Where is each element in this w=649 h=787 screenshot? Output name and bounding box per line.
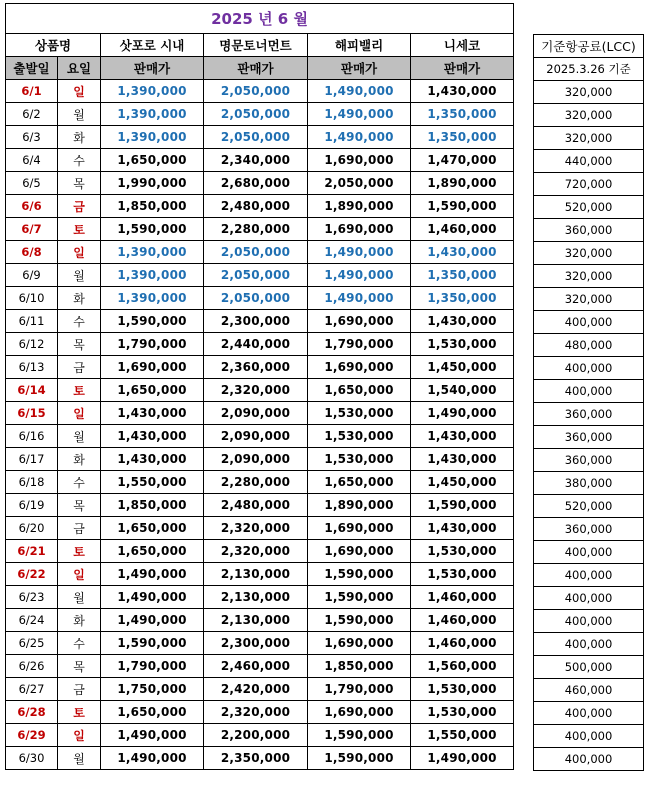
price-cell-niseko: 1,460,000 [411, 632, 514, 655]
table-row [6, 494, 514, 517]
table-row [6, 218, 514, 241]
price-cell-niseko: 1,530,000 [411, 540, 514, 563]
lcc-row [534, 449, 644, 472]
departure-date: 6/8 [6, 241, 58, 264]
price-cell-niseko: 1,530,000 [411, 678, 514, 701]
table-row [6, 701, 514, 724]
departure-date: 6/22 [6, 563, 58, 586]
table-row [6, 126, 514, 149]
price-cell-happy-valley: 1,490,000 [308, 241, 411, 264]
table-row [6, 563, 514, 586]
price-cell-happy-valley: 1,690,000 [308, 149, 411, 172]
lcc-fare-cell: 320,000 [534, 288, 644, 311]
price-cell-tournament: 2,130,000 [204, 609, 308, 632]
price-cell-sapporo: 1,850,000 [101, 494, 204, 517]
lcc-fare-cell: 400,000 [534, 380, 644, 403]
lcc-fare-table [533, 34, 644, 771]
price-cell-happy-valley: 1,530,000 [308, 425, 411, 448]
price-cell-tournament: 2,340,000 [204, 149, 308, 172]
price-cell-tournament: 2,200,000 [204, 724, 308, 747]
price-cell-happy-valley: 1,590,000 [308, 586, 411, 609]
price-cell-tournament: 2,050,000 [204, 241, 308, 264]
price-cell-happy-valley: 1,490,000 [308, 103, 411, 126]
price-cell-sapporo: 1,650,000 [101, 540, 204, 563]
price-cell-niseko: 1,450,000 [411, 356, 514, 379]
weekday: 일 [58, 402, 101, 425]
weekday: 목 [58, 172, 101, 195]
price-cell-tournament: 2,440,000 [204, 333, 308, 356]
lcc-row [534, 748, 644, 771]
price-cell-sapporo: 1,790,000 [101, 333, 204, 356]
price-table [5, 3, 514, 770]
weekday: 수 [58, 471, 101, 494]
price-cell-happy-valley: 1,590,000 [308, 724, 411, 747]
lcc-fare-cell: 400,000 [534, 725, 644, 748]
price-cell-tournament: 2,480,000 [204, 195, 308, 218]
lcc-row [534, 81, 644, 104]
lcc-row [534, 265, 644, 288]
price-cell-happy-valley: 1,490,000 [308, 287, 411, 310]
lcc-fare-cell: 320,000 [534, 265, 644, 288]
table-row [6, 448, 514, 471]
departure-date: 6/20 [6, 517, 58, 540]
lcc-row [534, 564, 644, 587]
price-cell-tournament: 2,050,000 [204, 287, 308, 310]
lcc-row [534, 334, 644, 357]
departure-date: 6/24 [6, 609, 58, 632]
lcc-row [534, 150, 644, 173]
price-cell-sapporo: 1,390,000 [101, 103, 204, 126]
price-cell-tournament: 2,130,000 [204, 586, 308, 609]
weekday: 월 [58, 103, 101, 126]
price-cell-happy-valley: 1,790,000 [308, 678, 411, 701]
lcc-fare-cell: 400,000 [534, 541, 644, 564]
lcc-fare-cell: 400,000 [534, 311, 644, 334]
lcc-row [534, 725, 644, 748]
departure-date: 6/10 [6, 287, 58, 310]
departure-date: 6/16 [6, 425, 58, 448]
price-cell-happy-valley: 1,690,000 [308, 517, 411, 540]
price-cell-tournament: 2,090,000 [204, 402, 308, 425]
price-cell-tournament: 2,320,000 [204, 701, 308, 724]
weekday: 목 [58, 655, 101, 678]
price-cell-sapporo: 1,390,000 [101, 126, 204, 149]
price-cell-happy-valley: 1,490,000 [308, 126, 411, 149]
table-row [6, 517, 514, 540]
table-row [6, 333, 514, 356]
lcc-row [534, 288, 644, 311]
price-cell-niseko: 1,450,000 [411, 471, 514, 494]
lcc-row [534, 104, 644, 127]
departure-date: 6/17 [6, 448, 58, 471]
weekday: 일 [58, 563, 101, 586]
price-cell-happy-valley: 1,650,000 [308, 471, 411, 494]
lcc-row [534, 173, 644, 196]
departure-date: 6/5 [6, 172, 58, 195]
table-row [6, 103, 514, 126]
price-cell-tournament: 2,090,000 [204, 425, 308, 448]
departure-date: 6/7 [6, 218, 58, 241]
product-name-header: 상품명 [6, 34, 101, 57]
lcc-fare-cell: 360,000 [534, 518, 644, 541]
lcc-fare-cell: 360,000 [534, 426, 644, 449]
price-cell-tournament: 2,320,000 [204, 540, 308, 563]
weekday: 화 [58, 126, 101, 149]
price-cell-niseko: 1,530,000 [411, 333, 514, 356]
departure-date: 6/4 [6, 149, 58, 172]
lcc-row [534, 196, 644, 219]
price-cell-sapporo: 1,430,000 [101, 448, 204, 471]
weekday: 토 [58, 379, 101, 402]
departure-date: 6/2 [6, 103, 58, 126]
product-header-happy-valley: 해피밸리 [308, 34, 411, 57]
table-row [6, 264, 514, 287]
price-cell-niseko: 1,530,000 [411, 563, 514, 586]
price-cell-tournament: 2,050,000 [204, 126, 308, 149]
price-cell-happy-valley: 1,790,000 [308, 333, 411, 356]
price-cell-niseko: 1,460,000 [411, 609, 514, 632]
lcc-row [534, 426, 644, 449]
price-cell-sapporo: 1,790,000 [101, 655, 204, 678]
lcc-row [534, 541, 644, 564]
lcc-fare-cell: 320,000 [534, 104, 644, 127]
lcc-row [534, 242, 644, 265]
price-cell-tournament: 2,420,000 [204, 678, 308, 701]
price-cell-niseko: 1,460,000 [411, 586, 514, 609]
price-cell-sapporo: 1,390,000 [101, 287, 204, 310]
lcc-fare-cell: 520,000 [534, 196, 644, 219]
table-row [6, 379, 514, 402]
lcc-row [534, 679, 644, 702]
price-cell-happy-valley: 2,050,000 [308, 172, 411, 195]
departure-date: 6/23 [6, 586, 58, 609]
price-cell-niseko: 1,490,000 [411, 402, 514, 425]
price-cell-happy-valley: 1,690,000 [308, 701, 411, 724]
weekday: 금 [58, 517, 101, 540]
lcc-row [534, 702, 644, 725]
lcc-fare-cell: 500,000 [534, 656, 644, 679]
lcc-fare-cell: 400,000 [534, 564, 644, 587]
departure-date: 6/25 [6, 632, 58, 655]
lcc-fare-cell: 400,000 [534, 633, 644, 656]
price-cell-sapporo: 1,490,000 [101, 563, 204, 586]
departure-date: 6/14 [6, 379, 58, 402]
table-row [6, 402, 514, 425]
weekday: 일 [58, 241, 101, 264]
price-cell-sapporo: 1,490,000 [101, 586, 204, 609]
price-cell-niseko: 1,590,000 [411, 494, 514, 517]
table-row [6, 747, 514, 770]
price-cell-niseko: 1,560,000 [411, 655, 514, 678]
price-cell-tournament: 2,320,000 [204, 379, 308, 402]
price-cell-niseko: 1,430,000 [411, 241, 514, 264]
price-cell-niseko: 1,430,000 [411, 448, 514, 471]
weekday: 목 [58, 494, 101, 517]
price-cell-niseko: 1,550,000 [411, 724, 514, 747]
price-cell-niseko: 1,470,000 [411, 149, 514, 172]
product-header-sapporo: 삿포로 시내 [101, 34, 204, 57]
departure-date: 6/6 [6, 195, 58, 218]
weekday: 수 [58, 632, 101, 655]
departure-date: 6/9 [6, 264, 58, 287]
table-row [6, 356, 514, 379]
lcc-fare-cell: 320,000 [534, 127, 644, 150]
lcc-row [534, 495, 644, 518]
price-cell-sapporo: 1,750,000 [101, 678, 204, 701]
price-cell-niseko: 1,430,000 [411, 80, 514, 103]
departure-date: 6/28 [6, 701, 58, 724]
lcc-row [534, 311, 644, 334]
price-cell-happy-valley: 1,890,000 [308, 195, 411, 218]
page-title: 2025 년 6 월 [6, 4, 514, 34]
departure-date: 6/1 [6, 80, 58, 103]
lcc-row [534, 127, 644, 150]
price-cell-tournament: 2,360,000 [204, 356, 308, 379]
price-cell-tournament: 2,050,000 [204, 103, 308, 126]
lcc-fare-cell: 460,000 [534, 679, 644, 702]
price-cell-sapporo: 1,590,000 [101, 310, 204, 333]
price-cell-happy-valley: 1,590,000 [308, 609, 411, 632]
lcc-fare-cell: 480,000 [534, 334, 644, 357]
price-cell-niseko: 1,490,000 [411, 747, 514, 770]
table-row [6, 655, 514, 678]
price-cell-tournament: 2,300,000 [204, 310, 308, 333]
price-cell-sapporo: 1,590,000 [101, 632, 204, 655]
product-header-niseko: 니세코 [411, 34, 514, 57]
lcc-fare-cell: 440,000 [534, 150, 644, 173]
weekday: 일 [58, 80, 101, 103]
weekday: 월 [58, 425, 101, 448]
departure-date: 6/19 [6, 494, 58, 517]
weekday: 수 [58, 149, 101, 172]
table-row [6, 172, 514, 195]
price-cell-happy-valley: 1,890,000 [308, 494, 411, 517]
departure-date: 6/26 [6, 655, 58, 678]
lcc-header: 기준항공료(LCC) [534, 35, 644, 58]
weekday: 토 [58, 701, 101, 724]
lcc-row [534, 518, 644, 541]
lcc-fare-cell: 320,000 [534, 81, 644, 104]
departure-date: 6/18 [6, 471, 58, 494]
price-cell-niseko: 1,530,000 [411, 701, 514, 724]
departure-date: 6/13 [6, 356, 58, 379]
price-cell-sapporo: 1,990,000 [101, 172, 204, 195]
lcc-basis-date: 2025.3.26 기준 [534, 58, 644, 81]
lcc-fare-cell: 360,000 [534, 403, 644, 426]
lcc-row [534, 219, 644, 242]
departure-date: 6/30 [6, 747, 58, 770]
lcc-fare-cell: 400,000 [534, 357, 644, 380]
weekday: 일 [58, 724, 101, 747]
table-row [6, 80, 514, 103]
lcc-row [534, 587, 644, 610]
price-header: 판매가 [308, 57, 411, 80]
table-row [6, 632, 514, 655]
departure-header: 출발일 [6, 57, 58, 80]
price-cell-niseko: 1,350,000 [411, 103, 514, 126]
product-header-tournament: 명문토너먼트 [204, 34, 308, 57]
lcc-fare-cell: 400,000 [534, 702, 644, 725]
table-row [6, 425, 514, 448]
price-cell-happy-valley: 1,650,000 [308, 379, 411, 402]
lcc-row [534, 472, 644, 495]
price-cell-happy-valley: 1,490,000 [308, 264, 411, 287]
price-cell-sapporo: 1,490,000 [101, 747, 204, 770]
weekday: 월 [58, 747, 101, 770]
price-cell-happy-valley: 1,530,000 [308, 402, 411, 425]
price-cell-sapporo: 1,430,000 [101, 425, 204, 448]
price-cell-niseko: 1,350,000 [411, 287, 514, 310]
price-cell-sapporo: 1,850,000 [101, 195, 204, 218]
departure-date: 6/27 [6, 678, 58, 701]
price-cell-niseko: 1,590,000 [411, 195, 514, 218]
departure-date: 6/29 [6, 724, 58, 747]
departure-date: 6/12 [6, 333, 58, 356]
price-cell-niseko: 1,430,000 [411, 425, 514, 448]
weekday: 금 [58, 356, 101, 379]
weekday: 월 [58, 586, 101, 609]
weekday: 화 [58, 609, 101, 632]
price-cell-tournament: 2,300,000 [204, 632, 308, 655]
price-cell-tournament: 2,130,000 [204, 563, 308, 586]
weekday: 화 [58, 448, 101, 471]
weekday: 토 [58, 540, 101, 563]
table-row [6, 310, 514, 333]
table-row [6, 586, 514, 609]
lcc-fare-cell: 400,000 [534, 587, 644, 610]
lcc-row [534, 656, 644, 679]
price-cell-sapporo: 1,490,000 [101, 609, 204, 632]
lcc-fare-cell: 720,000 [534, 173, 644, 196]
table-row [6, 241, 514, 264]
lcc-fare-cell: 360,000 [534, 219, 644, 242]
lcc-row [534, 610, 644, 633]
price-cell-sapporo: 1,490,000 [101, 724, 204, 747]
price-cell-tournament: 2,280,000 [204, 218, 308, 241]
price-cell-tournament: 2,680,000 [204, 172, 308, 195]
departure-date: 6/3 [6, 126, 58, 149]
price-cell-niseko: 1,350,000 [411, 126, 514, 149]
price-cell-niseko: 1,890,000 [411, 172, 514, 195]
price-cell-tournament: 2,050,000 [204, 264, 308, 287]
price-cell-happy-valley: 1,850,000 [308, 655, 411, 678]
price-cell-tournament: 2,480,000 [204, 494, 308, 517]
price-cell-tournament: 2,460,000 [204, 655, 308, 678]
table-row [6, 678, 514, 701]
price-cell-tournament: 2,090,000 [204, 448, 308, 471]
price-cell-tournament: 2,320,000 [204, 517, 308, 540]
table-row [6, 287, 514, 310]
table-row [6, 471, 514, 494]
weekday: 목 [58, 333, 101, 356]
price-cell-tournament: 2,050,000 [204, 80, 308, 103]
lcc-row [534, 357, 644, 380]
price-cell-sapporo: 1,390,000 [101, 241, 204, 264]
table-row [6, 609, 514, 632]
price-cell-happy-valley: 1,690,000 [308, 310, 411, 333]
price-cell-happy-valley: 1,490,000 [308, 80, 411, 103]
weekday: 화 [58, 287, 101, 310]
price-cell-niseko: 1,430,000 [411, 310, 514, 333]
weekday: 토 [58, 218, 101, 241]
price-cell-sapporo: 1,650,000 [101, 149, 204, 172]
price-cell-niseko: 1,350,000 [411, 264, 514, 287]
lcc-fare-cell: 320,000 [534, 242, 644, 265]
price-cell-sapporo: 1,650,000 [101, 701, 204, 724]
weekday: 금 [58, 195, 101, 218]
price-cell-sapporo: 1,650,000 [101, 517, 204, 540]
departure-date: 6/11 [6, 310, 58, 333]
price-cell-happy-valley: 1,690,000 [308, 632, 411, 655]
price-header: 판매가 [204, 57, 308, 80]
price-cell-tournament: 2,280,000 [204, 471, 308, 494]
price-cell-happy-valley: 1,590,000 [308, 563, 411, 586]
price-cell-sapporo: 1,590,000 [101, 218, 204, 241]
price-cell-happy-valley: 1,590,000 [308, 747, 411, 770]
lcc-fare-cell: 400,000 [534, 748, 644, 771]
lcc-fare-cell: 400,000 [534, 610, 644, 633]
price-cell-niseko: 1,460,000 [411, 218, 514, 241]
price-cell-happy-valley: 1,690,000 [308, 540, 411, 563]
table-row [6, 540, 514, 563]
price-cell-sapporo: 1,390,000 [101, 80, 204, 103]
lcc-row [534, 403, 644, 426]
table-row [6, 195, 514, 218]
price-cell-happy-valley: 1,530,000 [308, 448, 411, 471]
lcc-row [534, 380, 644, 403]
price-cell-sapporo: 1,690,000 [101, 356, 204, 379]
price-cell-niseko: 1,430,000 [411, 517, 514, 540]
price-cell-sapporo: 1,390,000 [101, 264, 204, 287]
price-cell-sapporo: 1,650,000 [101, 379, 204, 402]
price-cell-niseko: 1,540,000 [411, 379, 514, 402]
price-cell-happy-valley: 1,690,000 [308, 356, 411, 379]
weekday: 금 [58, 678, 101, 701]
weekday-header: 요일 [58, 57, 101, 80]
price-cell-sapporo: 1,430,000 [101, 402, 204, 425]
lcc-fare-cell: 520,000 [534, 495, 644, 518]
price-cell-tournament: 2,350,000 [204, 747, 308, 770]
lcc-row [534, 633, 644, 656]
price-cell-happy-valley: 1,690,000 [308, 218, 411, 241]
departure-date: 6/15 [6, 402, 58, 425]
price-header: 판매가 [101, 57, 204, 80]
lcc-fare-cell: 380,000 [534, 472, 644, 495]
table-row [6, 724, 514, 747]
weekday: 월 [58, 264, 101, 287]
lcc-fare-cell: 360,000 [534, 449, 644, 472]
departure-date: 6/21 [6, 540, 58, 563]
table-row [6, 149, 514, 172]
price-cell-sapporo: 1,550,000 [101, 471, 204, 494]
weekday: 수 [58, 310, 101, 333]
price-header: 판매가 [411, 57, 514, 80]
